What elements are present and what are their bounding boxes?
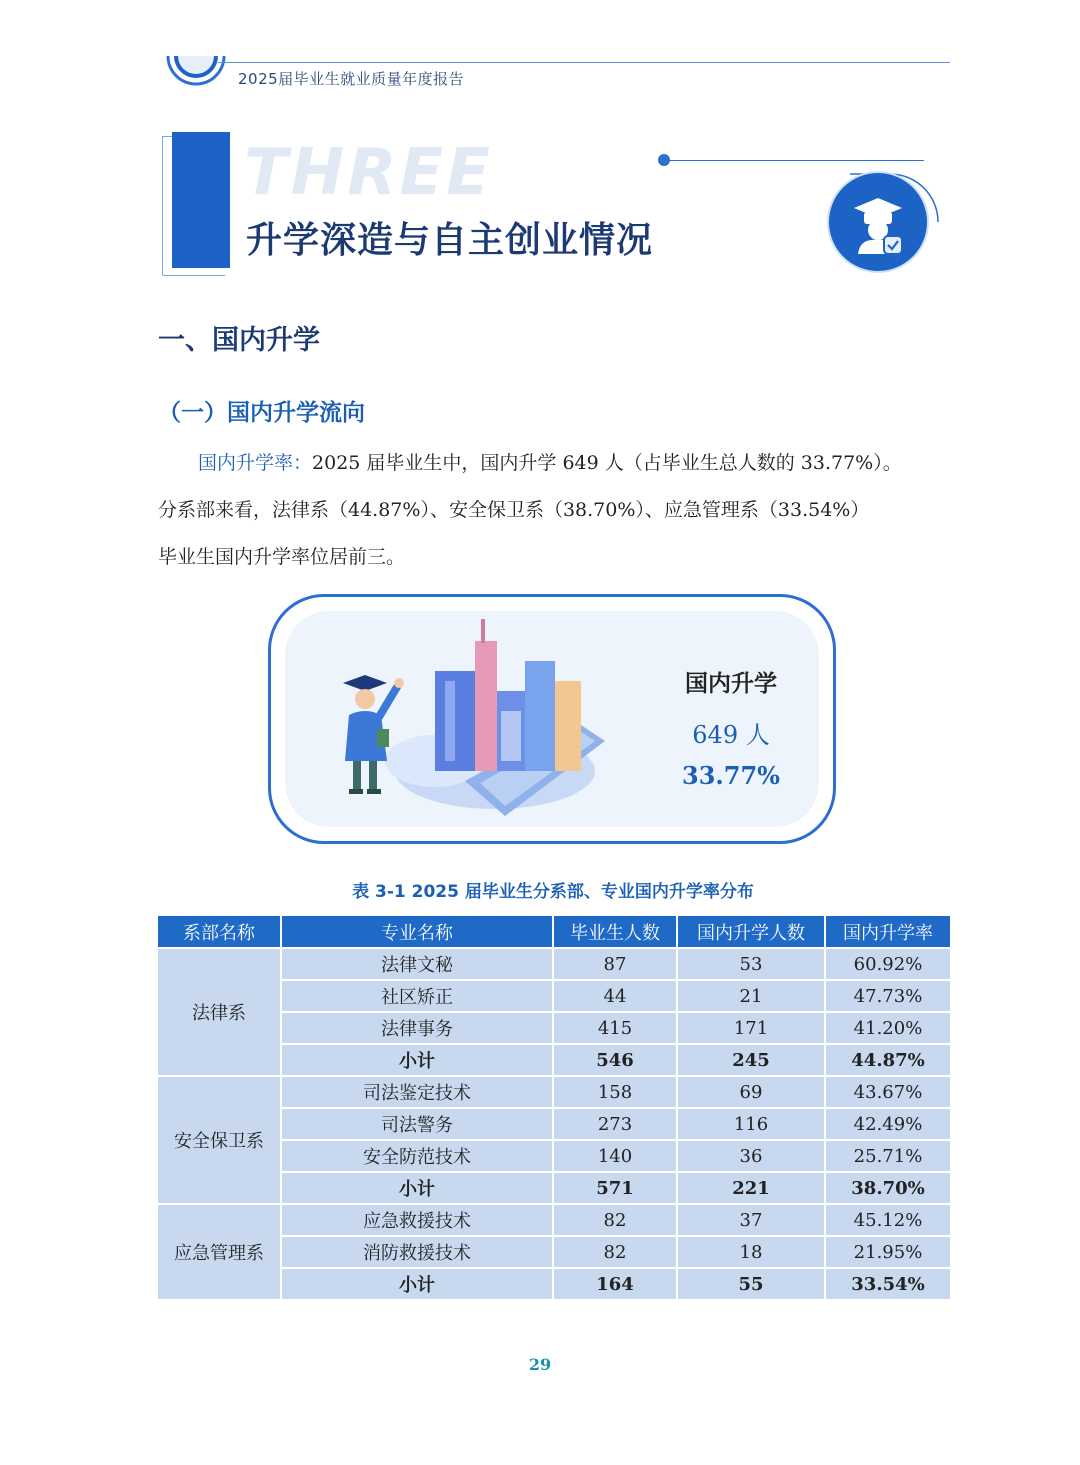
chapter-banner [160,130,960,280]
rate-cell: 43.67% [825,1076,951,1108]
subtotal-label: 小计 [281,1044,553,1076]
enrollment-table [156,914,952,1301]
graduate-city-illustration [315,611,645,827]
enrolled-cell: 53 [677,948,825,980]
graduates-cell: 140 [553,1140,677,1172]
rate-cell: 25.71% [825,1140,951,1172]
report-title: 2025届毕业生就业质量年度报告 [238,70,465,88]
paragraph-line-3: 毕业生国内升学率位居前三。 [158,546,406,568]
table-caption: 表 3-1 2025 届毕业生分系部、专业国内升学率分布 [352,882,754,902]
major-cell: 司法警务 [281,1108,553,1140]
table-header-row [157,915,951,948]
major-cell: 司法鉴定技术 [281,1076,553,1108]
column-header: 毕业生人数 [553,915,677,948]
enrolled-cell: 36 [677,1140,825,1172]
stat-card-inner [285,611,819,827]
running-header [160,56,950,102]
rate-cell: 60.92% [825,948,951,980]
table-row [157,1076,951,1108]
graduates-cell: 44 [553,980,677,1012]
enrolled-cell: 55 [677,1268,825,1300]
enrolled-cell: 21 [677,980,825,1012]
graduate-cap-icon [820,170,942,274]
stat-card [268,594,836,844]
column-header: 国内升学率 [825,915,951,948]
graduates-cell: 82 [553,1204,677,1236]
subsection-heading: （一）国内升学流向 [158,400,365,426]
subtotal-label: 小计 [281,1268,553,1300]
table-row [157,948,951,980]
body-paragraph [158,440,958,581]
page-number: 29 [528,1355,552,1374]
column-header: 专业名称 [281,915,553,948]
table-row [157,1204,951,1236]
paragraph-line-1-text: 2025 届毕业生中，国内升学 649 人（占毕业生总人数的 33.77%）。 [312,452,902,474]
stat-label: 国内升学 [685,671,777,697]
rate-cell: 21.95% [825,1236,951,1268]
stat-count: 649 人 [692,721,770,749]
enrolled-cell: 116 [677,1108,825,1140]
department-cell: 安全保卫系 [157,1076,281,1204]
major-cell: 安全防范技术 [281,1140,553,1172]
enrolled-cell: 37 [677,1204,825,1236]
major-cell: 应急救援技术 [281,1204,553,1236]
rate-cell: 41.20% [825,1012,951,1044]
department-cell: 应急管理系 [157,1204,281,1300]
graduates-cell: 273 [553,1108,677,1140]
graduates-cell: 415 [553,1012,677,1044]
paragraph-line-2: 分系部来看，法律系（44.87%）、安全保卫系（38.70%）、应急管理系（33.54%） [158,499,870,521]
subtotal-label: 小计 [281,1172,553,1204]
graduates-cell: 546 [553,1044,677,1076]
graduates-cell: 571 [553,1172,677,1204]
major-cell: 法律事务 [281,1012,553,1044]
header-rule [218,62,950,63]
rate-cell: 44.87% [825,1044,951,1076]
rate-cell: 33.54% [825,1268,951,1300]
rate-cell: 45.12% [825,1204,951,1236]
paragraph-line-1 [158,440,958,487]
enrolled-cell: 221 [677,1172,825,1204]
department-cell: 法律系 [157,948,281,1076]
stat-rate: 33.77% [682,761,780,790]
banner-bar [172,132,230,268]
chapter-title: 升学深造与自主创业情况 [246,220,654,261]
chapter-watermark: THREE [244,136,493,210]
column-header: 系部名称 [157,915,281,948]
graduates-cell: 82 [553,1236,677,1268]
banner-line [664,160,924,161]
graduates-cell: 164 [553,1268,677,1300]
enrolled-cell: 245 [677,1044,825,1076]
rate-cell: 42.49% [825,1108,951,1140]
enrolled-cell: 171 [677,1012,825,1044]
enrolled-cell: 69 [677,1076,825,1108]
major-cell: 社区矫正 [281,980,553,1012]
major-cell: 消防救援技术 [281,1236,553,1268]
rate-cell: 47.73% [825,980,951,1012]
major-cell: 法律文秘 [281,948,553,980]
enrolled-cell: 18 [677,1236,825,1268]
section-heading: 一、国内升学 [158,325,320,356]
highlight-term: 国内升学率： [198,452,313,474]
banner-dot [658,154,670,166]
graduates-cell: 158 [553,1076,677,1108]
graduates-cell: 87 [553,948,677,980]
column-header: 国内升学人数 [677,915,825,948]
rate-cell: 38.70% [825,1172,951,1204]
